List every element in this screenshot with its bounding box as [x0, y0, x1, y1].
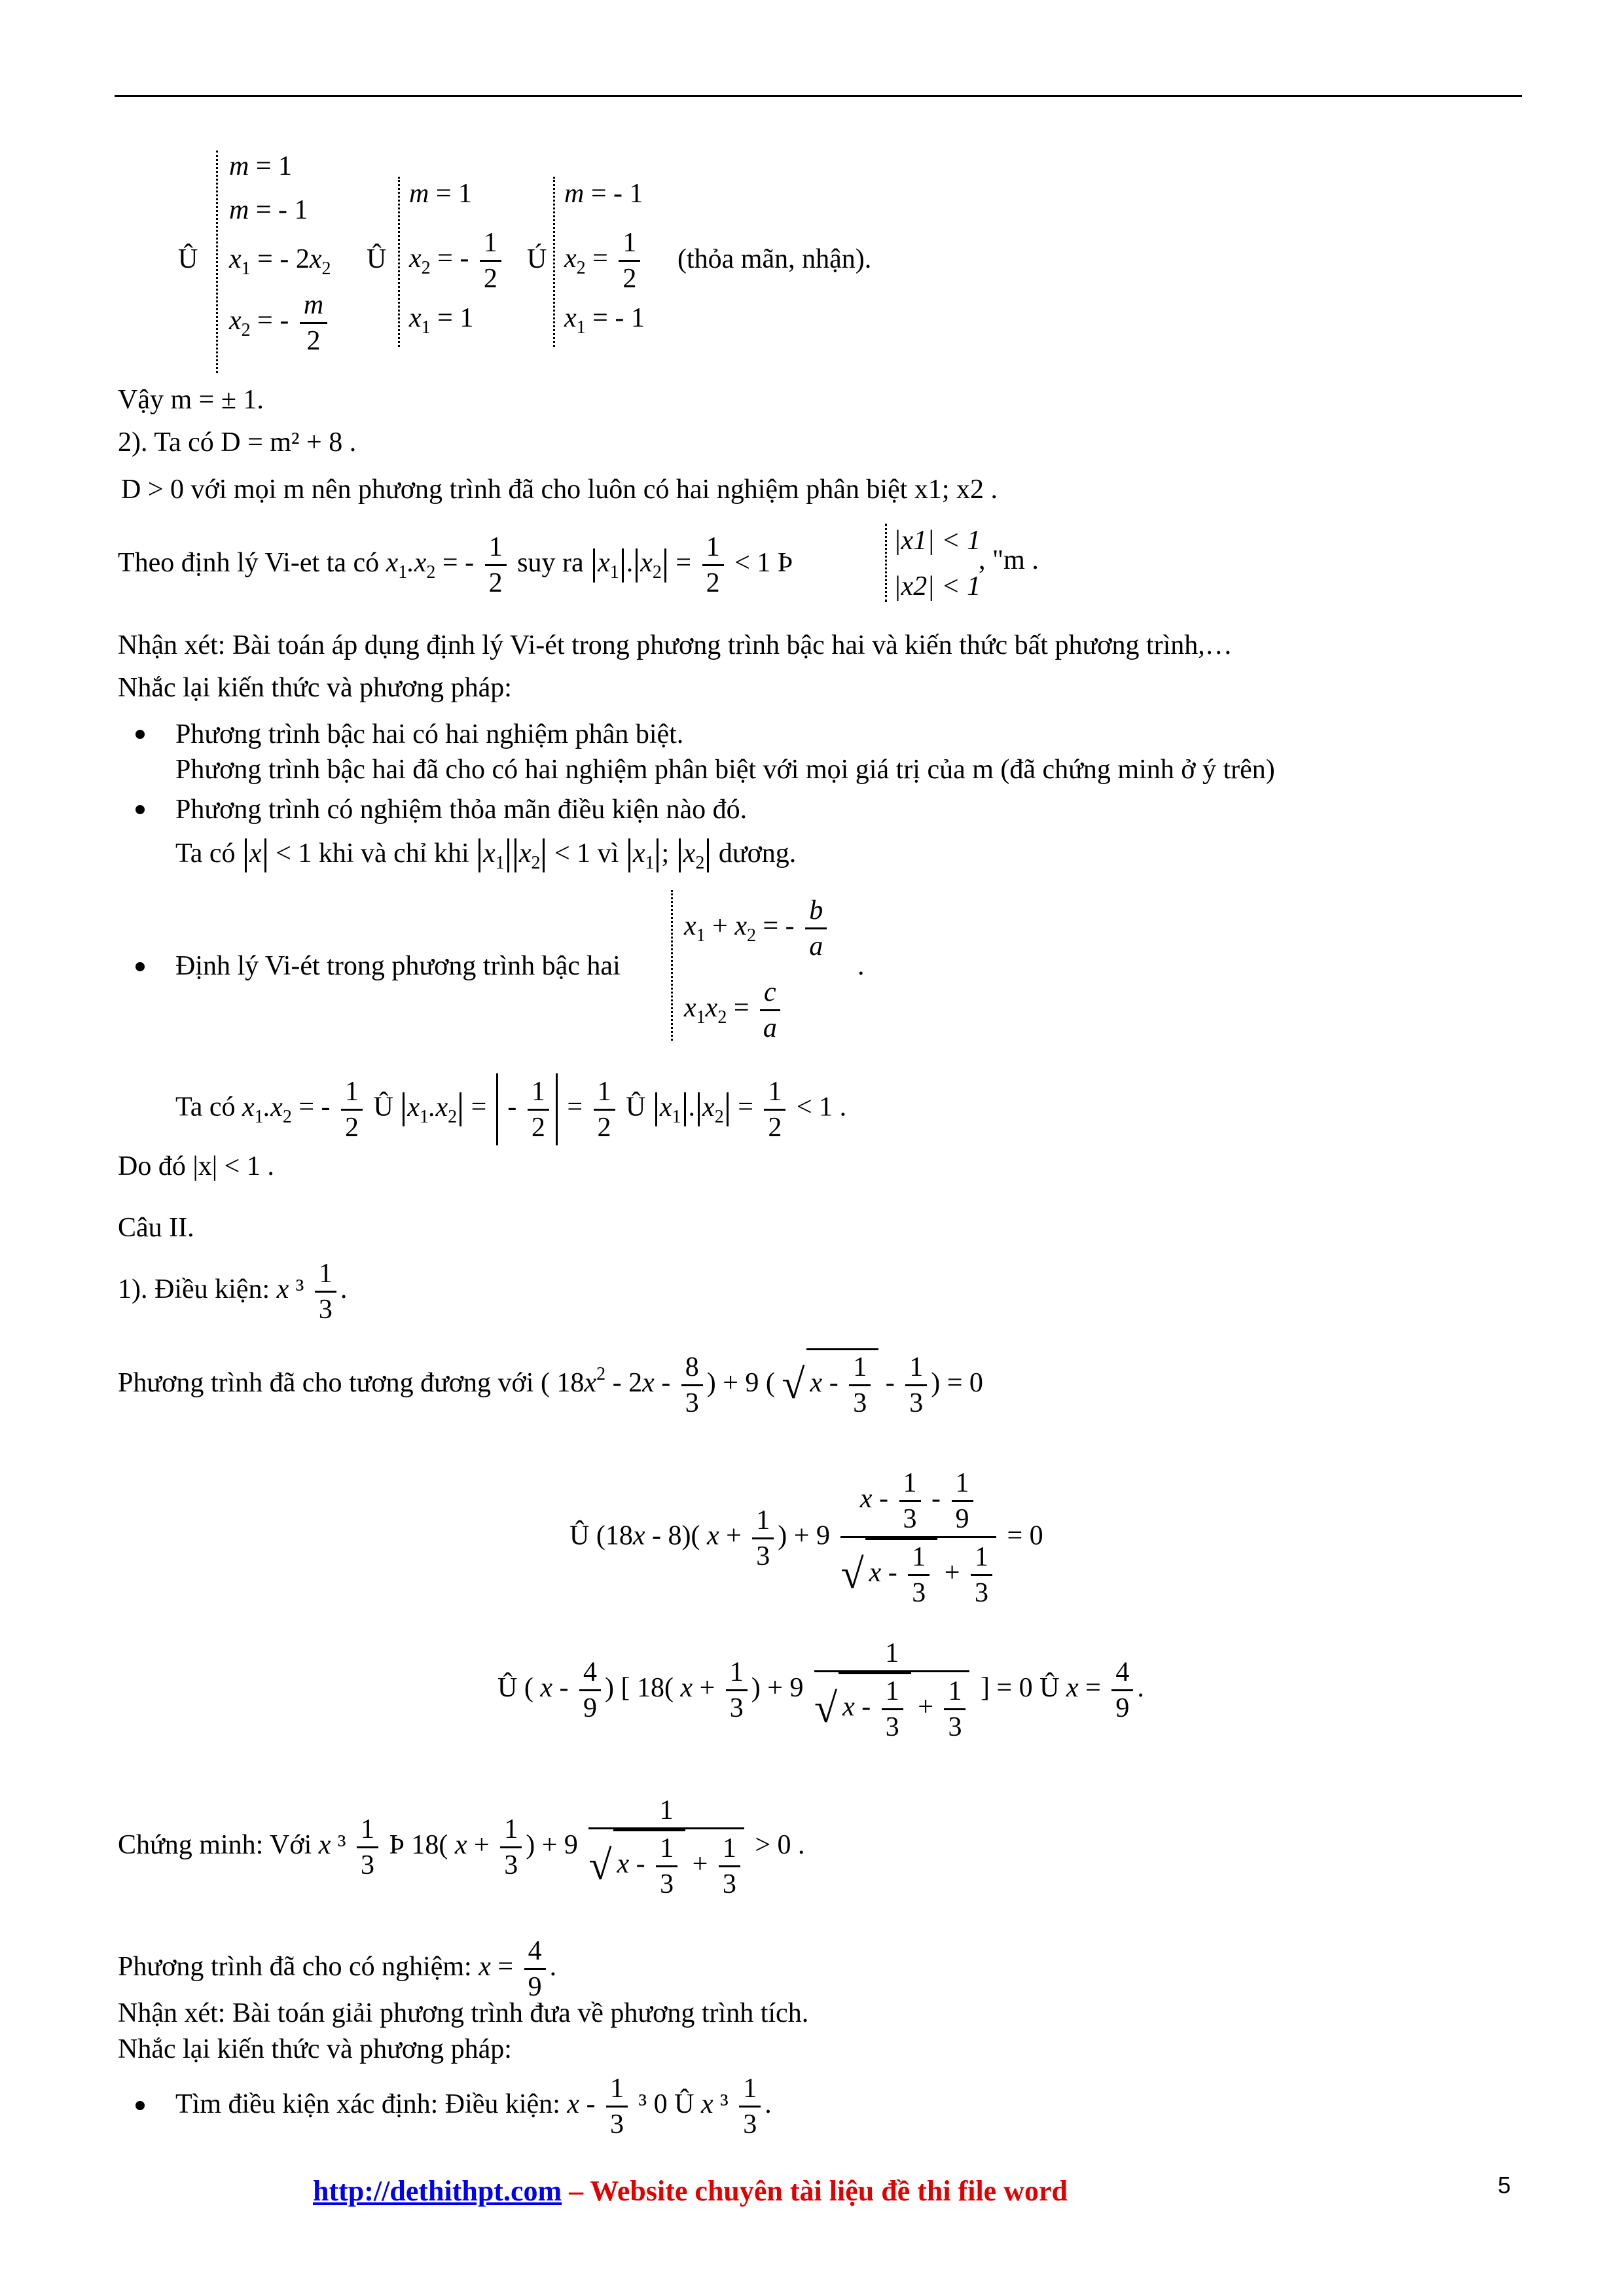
case-b-row-2: $x_2$ = $\frac{1}{2}$ — [564, 226, 644, 296]
bullet-4 — [135, 2101, 145, 2110]
case-a-row-1: m = 1 — [409, 179, 473, 209]
case-b-brace — [553, 177, 559, 347]
bullet-2-text: Ta có x < 1 khi và chỉ khi $x_1$ $x_2 < 1$ vì $x_1$ ; $x_2$ dương. — [175, 838, 797, 873]
case-a-row-2: $x_2$ = - $\frac{1}{2}$ — [409, 226, 505, 296]
case-a-row-3: $x_1 = 1$ — [409, 303, 474, 338]
vieta-brace — [885, 524, 891, 602]
remark-2: Nhận xét: Bài toán giải phương trình đưa về phương trình tích. — [118, 1998, 809, 2028]
system-brace — [216, 151, 222, 373]
system-note: (thỏa mãn, nhận). — [677, 244, 872, 274]
recall-1: Nhắc lại kiến thức và phương pháp: — [118, 673, 512, 703]
bullet-2 — [135, 805, 145, 814]
do-do-line: Do đó |x| < 1 . — [118, 1151, 274, 1181]
or-symbol: Ú — [527, 244, 547, 274]
header-rule — [115, 95, 1522, 97]
vieta-formula-brace — [671, 890, 677, 1041]
recall-2: Nhắc lại kiến thức và phương pháp: — [118, 2034, 512, 2064]
bullet-3 — [135, 962, 145, 971]
bullet-3-title: Định lý Vi-ét trong phương trình bậc hai — [175, 951, 621, 981]
system-row-2: m = - 1 — [229, 195, 308, 225]
vieta-sum: $x_1 + x_2$ = - $\frac{b}{a}$ — [684, 893, 831, 963]
system-row-4: $x_2$ = - $\frac{m}{2}$ — [229, 288, 331, 358]
vieta-product: $x_1x_2$ = $\frac{c}{a}$ — [684, 975, 784, 1045]
bullet-2-title: Phương trình có nghiệm thỏa mãn điều kiện nào đó. — [175, 795, 748, 825]
vieta-line: Theo định lý Vi-et ta có $x_1.x_2$ = - $\frac{1}{2}$ suy ra $x_1$ . $x_2$ = $\frac{1}{2}$ < 1 Þ — [118, 530, 793, 600]
vieta-result-2: |x2| < 1 — [893, 571, 981, 601]
delta-line: D > 0 với mọi m nên phương trình đã cho luôn có hai nghiệm phân biệt x1; x2 . — [121, 475, 998, 505]
equiv-symbol-2: Û — [367, 244, 387, 274]
footer — [313, 2174, 1068, 2208]
bullet-1-text: Phương trình bậc hai đã cho có hai nghiệm phân biệt với mọi giá trị của m (đã chứng minh ở ý trên) — [175, 755, 1275, 785]
conclusion-m: Vậy m = ± 1. — [118, 385, 264, 415]
system-row-3: $x_1$ = - $2x_2$ — [229, 244, 331, 279]
footer-link[interactable]: http://dethithpt.com — [313, 2175, 562, 2207]
proof-line: Chứng minh: Với x ³ $\frac{1}{3}$ Þ 18( x + $\frac{1}{3}$ ) + 9 1 √ x - $\frac{1}{3}$ + $\frac{1}{3}$ > 0 . — [118, 1793, 805, 1901]
case-b-row-3: $x_1$ = - 1 — [564, 303, 645, 338]
vieta-result-1: |x1| < 1 — [893, 526, 981, 556]
domain-condition-line: Tìm điều kiện xác định: Điều kiện: x - $\frac{1}{3}$ ³ 0 Û x ³ $\frac{1}{3}$ . — [175, 2072, 772, 2142]
vieta-tail: , "m . — [979, 545, 1039, 575]
page-number: 5 — [1498, 2172, 1511, 2198]
case-b-row-1: m = - 1 — [564, 179, 643, 209]
part2-intro: 2). Ta có D = m² + 8 . — [118, 427, 357, 457]
cau-2-heading: Câu II. — [118, 1213, 194, 1243]
vieta-mid: suy ra — [517, 548, 584, 579]
case-a-brace — [398, 177, 404, 347]
equiv-symbol: Û — [178, 244, 198, 274]
product-line: Ta có $x_1.x_2$ = - $\frac{1}{2}$ Û $x_1.x_2$ = - $\frac{1}{2}$ = $\frac{1}{2}$ Û $x_1$ . $x_2$ = $\frac{1}{2}$ < 1 . — [175, 1073, 846, 1145]
bullet-1 — [135, 730, 145, 739]
vieta-dot: . — [857, 951, 865, 981]
system-row-1: m = 1 — [229, 151, 293, 181]
step-3-line: Û ( x - $\frac{4}{9}$ ) [ 18( x + $\frac{1}{3}$ ) + 9 1 √ x - $\frac{1}{3}$ + $\frac{1}{3}$ ] = 0 Û x = $\frac{4}{9}$ . — [497, 1636, 1144, 1744]
condition-line: 1). Điều kiện: x ³ $\frac{1}{3}$ . — [118, 1257, 347, 1327]
equivalent-line: Phương trình đã cho tương đương với ( $18x^2 - 2x$ - $\frac{8}{3}$ ) + 9 ( √ x - $\frac{1}{3}$ - $\frac{1}{3}$ ) = 0 — [118, 1348, 983, 1420]
vieta-prefix: Theo định lý Vi-et ta có — [118, 548, 380, 579]
step-2-line: Û (18x - 8)( x + $\frac{1}{3}$ ) + 9 x - $\frac{1}{3}$ - $\frac{1}{9}$ √ x - $\frac{1}{3}$ + $\frac{1}{3}$ = 0 — [569, 1466, 1043, 1610]
remark-1: Nhận xét: Bài toán áp dụng định lý Vi-ét trong phương trình bậc hai và kiến thức bất phương trình,… — [118, 630, 1233, 660]
bullet-1-title: Phương trình bậc hai có hai nghiệm phân biệt. — [175, 719, 684, 749]
footer-tagline: – Website chuyên tài liệu đề thi file word — [562, 2175, 1068, 2207]
solution-line: Phương trình đã cho có nghiệm: x = $\frac{4}{9}$ . — [118, 1934, 556, 2004]
